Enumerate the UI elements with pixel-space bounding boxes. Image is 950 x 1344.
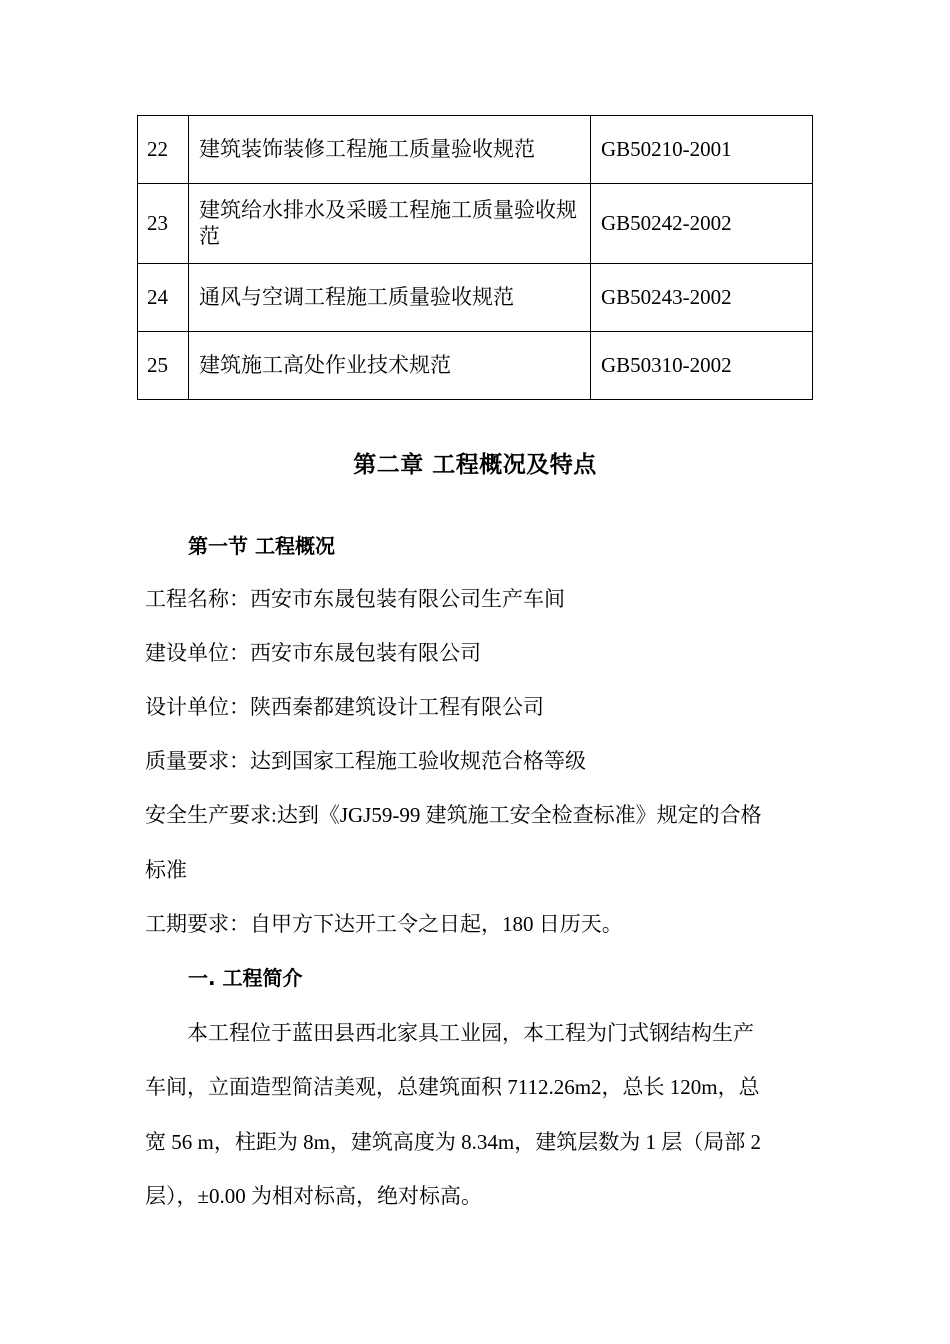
table-row (138, 116, 813, 184)
standard-name: 通风与空调工程施工质量验收规范 (189, 264, 591, 332)
standard-name: 建筑施工高处作业技术规范 (189, 332, 591, 400)
designer-line: 设计单位：陕西秦都建筑设计工程有限公司 (145, 695, 544, 719)
standard-code: GB50210-2001 (591, 116, 813, 184)
chapter-title: 第二章 工程概况及特点 (353, 452, 597, 478)
standard-code: GB50310-2002 (591, 332, 813, 400)
standards-table (137, 115, 813, 400)
intro-paragraph-line: 层），±0.00 为相对标高，绝对标高。 (145, 1184, 483, 1208)
section-title: 第一节 工程概况 (188, 534, 335, 558)
intro-paragraph-line: 车间，立面造型简洁美观，总建筑面积 7112.26m2，总长 120m，总 (145, 1075, 760, 1099)
table-row (138, 184, 813, 264)
standard-name: 建筑给水排水及采暖工程施工质量验收规范 (189, 184, 591, 264)
row-number: 22 (138, 116, 189, 184)
row-number: 24 (138, 264, 189, 332)
intro-paragraph-line: 本工程位于蓝田县西北家具工业园，本工程为门式钢结构生产 (145, 1021, 754, 1045)
intro-paragraph-line: 宽 56 m，柱距为 8m，建筑高度为 8.34m，建筑层数为 1 层（局部 2 (145, 1130, 762, 1154)
quality-line: 质量要求：达到国家工程施工验收规范合格等级 (145, 749, 586, 773)
table-row (138, 264, 813, 332)
row-number: 23 (138, 184, 189, 264)
standard-code: GB50242-2002 (591, 184, 813, 264)
project-name-line: 工程名称：西安市东晟包装有限公司生产车间 (145, 587, 565, 611)
safety-line: 安全生产要求:达到《JGJ59-99 建筑施工安全检查标准》规定的合格 (145, 803, 762, 827)
schedule-line: 工期要求：自甲方下达开工令之日起，180 日历天。 (145, 912, 623, 936)
safety-line-continued: 标准 (145, 858, 187, 882)
table-row (138, 332, 813, 400)
row-number: 25 (138, 332, 189, 400)
builder-line: 建设单位：西安市东晟包装有限公司 (145, 641, 481, 665)
standard-name: 建筑装饰装修工程施工质量验收规范 (189, 116, 591, 184)
subsection-title: 一. 工程简介 (188, 966, 303, 990)
standard-code: GB50243-2002 (591, 264, 813, 332)
